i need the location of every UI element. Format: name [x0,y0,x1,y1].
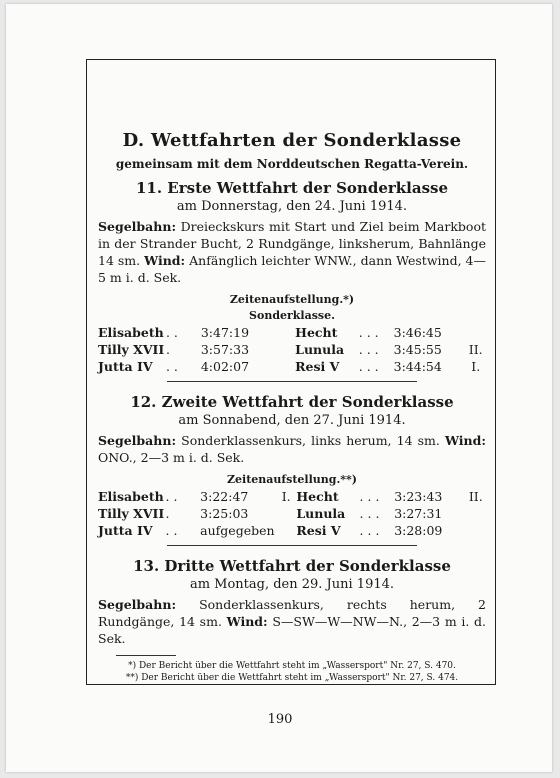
place [275,358,296,375]
race2-wind-label: Wind: [444,433,486,448]
table-row [98,324,486,341]
race3-title: 13. Dritte Wettfahrt der Sonderklasse [133,557,451,575]
leader-dots: . . . [358,359,379,374]
section-title: D. Wettfahrten der Sonderklasse [122,130,462,151]
leader-dots: . . . [358,325,379,340]
leader-dots: . . . [359,506,380,521]
finish-time: 3:23:43 [394,489,443,504]
finish-time: 4:02:07 [200,359,250,374]
race3-date: am Montag, den 29. Juni 1914. [189,577,395,592]
finish-time: 3:25:03 [200,506,249,521]
race2-date: am Sonnabend, den 27. Juni 1914. [178,413,406,428]
finish-time: 3:44:54 [393,359,442,374]
place [276,505,296,522]
boat-name: Jutta IV [98,523,153,538]
race1-results-table [98,324,486,375]
finish-time: 3:22:47 [200,489,249,504]
table-row [98,341,486,358]
leader-dots: . . [165,523,178,538]
footnote-divider [116,655,176,656]
race1-date: am Donnerstag, den 24. Juni 1914. [176,199,408,214]
place [465,324,486,341]
race2-course-text: Sonderklassenkurs, links herum, 14 sm. [181,433,440,448]
table-row [98,522,486,539]
place [466,505,486,522]
boat-name: Hecht [296,489,339,504]
finish-time: aufgegeben [200,523,275,538]
finish-time: 3:28:09 [394,523,443,538]
race1-wind-text: Anfänglich leichter WNW., dann Westwind, 4—5 m i. d. Sek. [98,253,486,285]
leader-dots: . . [165,359,178,374]
race3-course-text: Sonderklassenkurs, rechts herum, 2 Rundgänge, 14 sm. [98,597,487,629]
race2-course [98,432,486,466]
place: II. [468,489,483,504]
boat-name: Lunula [295,342,345,357]
place [276,522,296,539]
race1-course [98,218,486,286]
finish-time: 3:47:19 [200,325,250,340]
race3-wind-label: Wind: [226,614,268,629]
race1-results-head: Zeitenaufstellung.*) [229,293,355,306]
table-row [98,488,486,505]
leader-dots: . . . [359,489,380,504]
boat-name: Tilly XVII [98,506,165,521]
place [275,324,296,341]
place: II. [468,342,483,357]
table-row [98,358,486,375]
race3-course [98,596,486,647]
section-divider [167,545,417,546]
boat-name: Hecht [295,325,338,340]
finish-time: 3:57:33 [200,342,250,357]
boat-name: Tilly XVII [98,342,165,357]
finish-time: 3:46:45 [393,325,442,340]
race2-results-table [98,488,486,539]
boat-name: Elisabeth [98,489,164,504]
footnote: **) Der Bericht über die Wettfahrt steht im „Wassersport" Nr. 27, S. 474. [125,673,459,683]
place: I. [471,359,481,374]
boat-name: Lunula [296,506,346,521]
page-number: 190 [267,712,293,727]
race3-course-label: Segelbahn: [98,597,177,612]
race1-class-head: Sonderklasse. [249,309,335,322]
table-row [98,505,486,522]
boat-name: Resi V [295,359,340,374]
race1-title: 11. Erste Wettfahrt der Sonderklasse [135,179,449,197]
leader-dots: . . . [358,342,379,357]
race1-course-label: Segelbahn: [98,219,177,234]
leader-dots: . [165,506,170,521]
place [275,341,296,358]
race2-title: 12. Zweite Wettfahrt der Sonderklasse [130,393,454,411]
section-divider [167,381,417,382]
leader-dots: . [165,342,170,357]
leader-dots: . . . [359,523,380,538]
boat-name: Resi V [296,523,341,538]
place [466,522,486,539]
leader-dots: . . [165,489,178,504]
leader-dots: . . [165,325,178,340]
race1-wind-label: Wind: [144,253,186,268]
race2-results-head: Zeitenaufstellung.**) [227,473,357,486]
race2-wind-text: ONO., 2—3 m i. d. Sek. [98,450,245,465]
boat-name: Elisabeth [98,325,164,340]
race2-course-label: Segelbahn: [98,433,177,448]
boat-name: Jutta IV [98,359,153,374]
footnote: *) Der Bericht über die Wettfahrt steht im „Wassersport" Nr. 27, S. 470. [128,661,456,671]
document-content [98,130,486,684]
race3-wind-text: S—SW—W—NW—N., 2—3 m i. d. Sek. [98,614,486,646]
section-subtitle: gemeinsam mit dem Norddeutschen Regatta-Verein. [115,157,469,171]
place: I. [281,489,291,504]
finish-time: 3:27:31 [394,506,443,521]
race1-course-text: Dreieckskurs mit Start und Ziel beim Markboot in der Strander Bucht, 2 Rundgänge, linksherum, Bahnlänge 14 sm. [98,219,486,268]
finish-time: 3:45:55 [393,342,442,357]
